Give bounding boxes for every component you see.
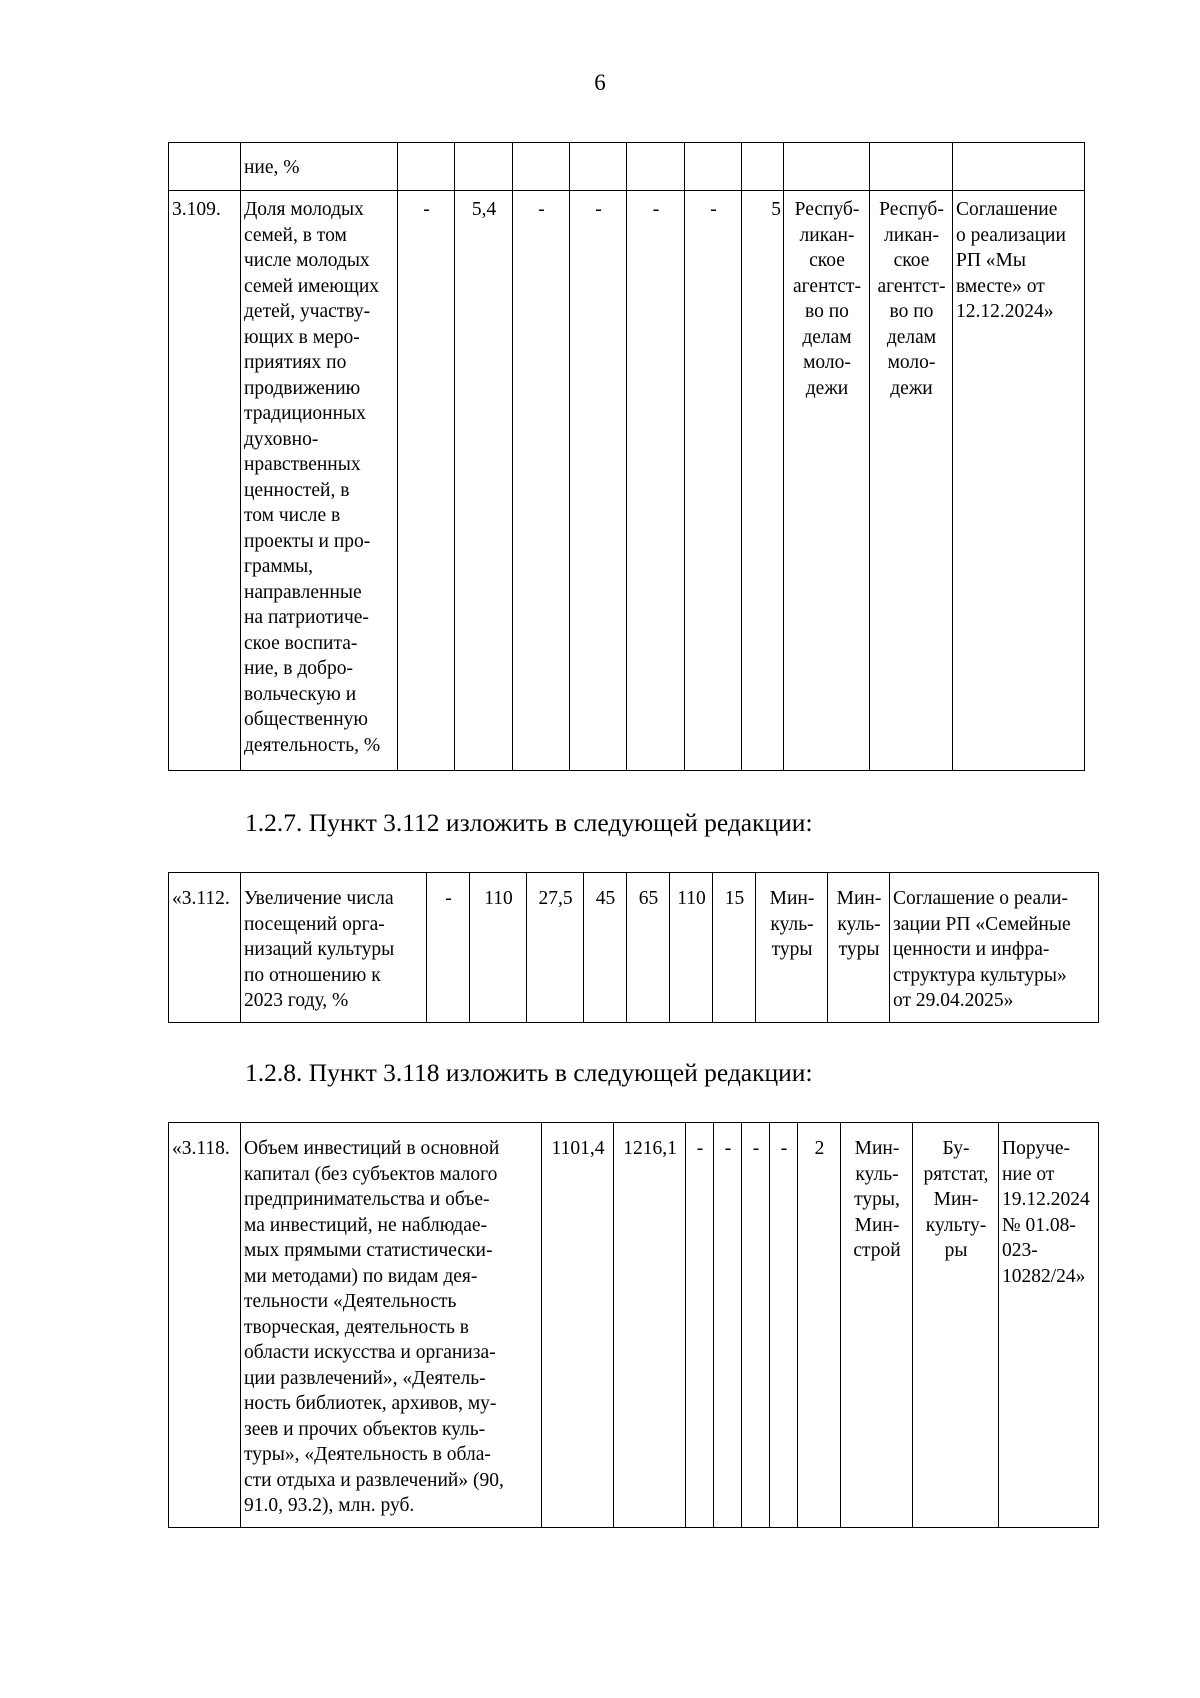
value-cell: - bbox=[742, 1123, 770, 1528]
indicator-table-3-118 bbox=[168, 1122, 1099, 1528]
page-number: 6 bbox=[594, 70, 606, 95]
responsible-cell: Мин- куль- туры, Мин- строй bbox=[841, 1123, 913, 1528]
responsible-cell: Бу- рятстат, Мин- культу- ры bbox=[913, 1123, 999, 1528]
row-id-cell: «3.112. bbox=[169, 873, 241, 1023]
value-cell: 15 bbox=[713, 873, 756, 1023]
value-cell: - bbox=[570, 191, 627, 771]
value-cell: 1101,4 bbox=[542, 1123, 614, 1528]
responsible-cell: Респуб- ликан- ское агентст- во по делам моло- дежи bbox=[784, 191, 870, 771]
row-id-cell: 3.109. bbox=[169, 191, 241, 771]
value-cell: 110 bbox=[670, 873, 713, 1023]
value-cell: 27,5 bbox=[527, 873, 584, 1023]
indicator-name-cell: Увеличение числа посещений орга- низаций культуры по отношению к 2023 году, % bbox=[241, 873, 427, 1023]
row-id-cell bbox=[169, 143, 241, 191]
value-cell: 5,4 bbox=[455, 191, 513, 771]
basis-cell: Поруче- ние от 19.12.2024 № 01.08- 023- 10282/24» bbox=[999, 1123, 1099, 1528]
value-cell: - bbox=[686, 1123, 714, 1528]
indicator-name-cell: ние, % bbox=[241, 143, 398, 191]
value-cell: - bbox=[427, 873, 470, 1023]
value-cell: 110 bbox=[470, 873, 527, 1023]
value-cell: 65 bbox=[627, 873, 670, 1023]
table-row bbox=[169, 143, 1085, 191]
value-cell: - bbox=[714, 1123, 742, 1528]
value-cell: 1216,1 bbox=[614, 1123, 686, 1528]
table-row bbox=[169, 1123, 1099, 1528]
value-cell: - bbox=[627, 191, 685, 771]
basis-cell: Соглашение о реализации РП «Мы вместе» от 12.12.2024» bbox=[953, 191, 1085, 771]
value-cell: 2 bbox=[798, 1123, 841, 1528]
value-cell: - bbox=[513, 191, 570, 771]
responsible-cell: Мин- куль- туры bbox=[828, 873, 890, 1023]
value-cell: - bbox=[770, 1123, 798, 1528]
table-row bbox=[169, 191, 1085, 771]
row-id-cell: «3.118. bbox=[169, 1123, 241, 1528]
basis-cell: Соглашение о реали- зации РП «Семейные ценности и инфра- структура культуры» от 29.04.2025» bbox=[890, 873, 1099, 1023]
value-cell: 5 bbox=[742, 191, 784, 771]
indicator-name-cell: Объем инвестиций в основной капитал (без субъектов малого предпринимательства и объе- ма инвестиций, не наблюдае- мых прямыми статистически- ми методами) по видам дея- тельности «Деятельность творческая, деятельность в области искусства и организа- ции развлечений», «Деятель- ность библиотек, архивов, му- зеев и прочих объектов куль- туры», «Деятельность в обла- сти отдыха и развлечений» (90, 91.0, 93.2), млн. руб. bbox=[241, 1123, 542, 1528]
table-row bbox=[169, 873, 1099, 1023]
value-cell: 45 bbox=[584, 873, 627, 1023]
responsible-cell: Респуб- ликан- ское агентст- во по делам моло- дежи bbox=[870, 191, 953, 771]
indicator-table-3-109 bbox=[168, 142, 1085, 771]
value-cell: - bbox=[398, 191, 455, 771]
indicator-name-cell: Доля молодых семей, в том числе молодых семей имеющих детей, участву- ющих в меро- приятиях по продвижению традиционных духовно- нравственных ценностей, в том числе в проекты и про- граммы, направленные на патриотиче- ское воспита- ние, в добро- вольческую и общественную деятельность, % bbox=[241, 191, 398, 771]
responsible-cell: Мин- куль- туры bbox=[756, 873, 828, 1023]
section-heading: 1.2.7. Пункт 3.112 изложить в следующей редакции: bbox=[245, 808, 813, 837]
value-cell: - bbox=[685, 191, 742, 771]
indicator-table-3-112 bbox=[168, 872, 1099, 1023]
section-heading: 1.2.8. Пункт 3.118 изложить в следующей редакции: bbox=[245, 1058, 813, 1087]
